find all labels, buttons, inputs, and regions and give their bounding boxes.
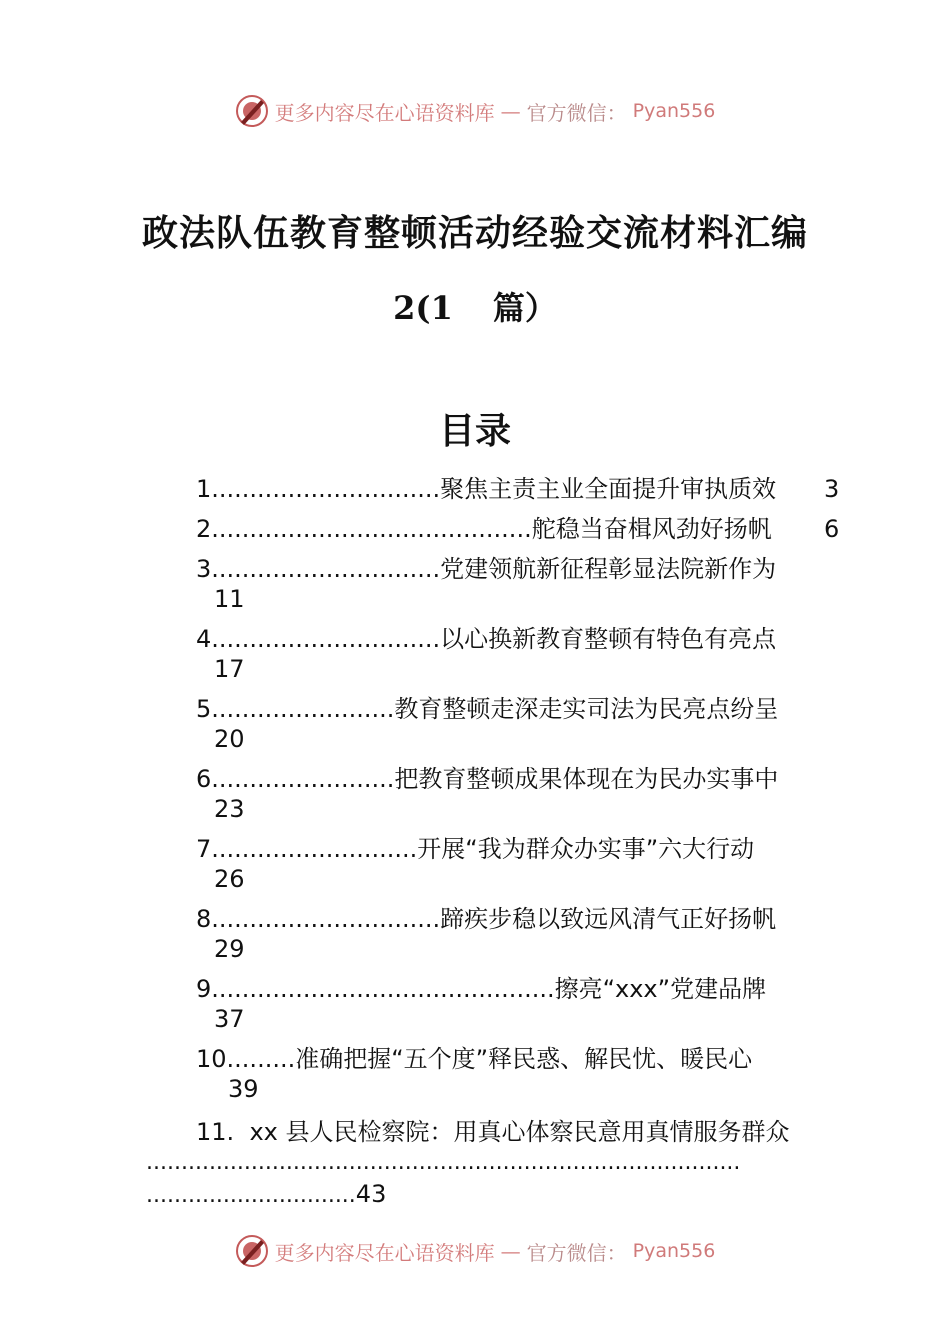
toc-item-page: 11 (214, 585, 245, 613)
toc-item-page: 20 (214, 725, 245, 753)
toc-item-title: 以心换新教育整顿有特色有亮点 (440, 625, 777, 653)
toc-item-page: 17 (214, 655, 245, 683)
document-subtitle (0, 283, 950, 329)
toc-item-11-dots-line2 (146, 1180, 386, 1208)
toc-item-11-dots: ..................................................................................... (146, 1150, 741, 1175)
toc-item-title: 党建领航新征程彰显法院新作为 (440, 555, 777, 583)
toc-item-dots: ........................ (211, 695, 395, 723)
document-title: 政法队伍教育整顿活动经验交流材料汇编 (141, 212, 808, 254)
watermark-header (0, 94, 950, 128)
toc-item-title: 蹄疾步稳以致远风清气正好扬帆 (440, 905, 777, 933)
pen-logo-icon (235, 1234, 269, 1268)
watermark-wechat-id: Pyan556 (632, 1240, 716, 1262)
watermark-dash: — (500, 99, 521, 123)
toc-item[interactable] (196, 692, 846, 762)
toc-item-page: 3 (824, 475, 840, 503)
toc-item-number: 6 (196, 765, 212, 793)
watermark-wechat-id: Pyan556 (632, 100, 716, 122)
toc-item-page: 23 (214, 795, 245, 823)
toc-item-number: 9 (196, 975, 212, 1003)
toc-item-dots: .............................. (211, 555, 441, 583)
watermark-footer (0, 1234, 950, 1268)
toc-item[interactable] (196, 762, 846, 832)
toc-item[interactable] (196, 1042, 846, 1112)
toc-item-title: 把教育整顿成果体现在为民办实事中 (394, 765, 779, 793)
toc-item-number: 5 (196, 695, 212, 723)
toc-item-dots: ........................ (211, 765, 395, 793)
toc-item-dots: .............................. (211, 905, 441, 933)
toc-item-number: 3 (196, 555, 212, 583)
toc-item-number: 7 (196, 835, 212, 863)
toc-item-dots: .............................. (211, 625, 441, 653)
toc-item[interactable] (196, 832, 846, 902)
toc-item-number: 8 (196, 905, 212, 933)
toc-item-number: 2 (196, 515, 212, 543)
watermark-dash: — (500, 1239, 521, 1263)
toc-item[interactable] (196, 472, 846, 512)
toc-item-number: 1 (196, 475, 212, 503)
watermark-text: 更多内容尽在心语资料库 (274, 1240, 495, 1265)
toc-item-title: 教育整顿走深走实司法为民亮点纷呈 (394, 695, 779, 723)
toc-item-dots: .............................. (211, 475, 441, 503)
toc-item-number: 4 (196, 625, 212, 653)
toc-item-page: 29 (214, 935, 245, 963)
toc-item-title: 舵稳当奋楫风劲好扬帆 (531, 515, 772, 543)
toc-item-page: 26 (214, 865, 245, 893)
toc-item-title: 擦亮“xxx”党建品牌 (554, 975, 767, 1003)
toc-item-title: xx 县人民检察院：用真心体察民意用真情服务群众 (249, 1118, 790, 1146)
toc-item-dots: .......................................... (211, 515, 532, 543)
toc-item[interactable] (196, 622, 846, 692)
subtitle-count: 2(1 (393, 289, 453, 327)
toc-item-page: 43 (355, 1180, 387, 1208)
watermark-wechat-label: 官方微信： (526, 100, 627, 125)
watermark-wechat-label: 官方微信： (526, 1240, 627, 1265)
toc-item[interactable] (196, 552, 846, 622)
toc-item-page: 6 (824, 515, 840, 543)
toc-item-title: 聚焦主责主业全面提升审执质效 (440, 475, 777, 503)
toc-item[interactable] (196, 902, 846, 972)
toc-item-dots: ........................... (211, 835, 418, 863)
toc-item-dots: ......... (226, 1045, 296, 1073)
toc-item[interactable] (196, 972, 846, 1042)
table-of-contents (196, 472, 846, 1112)
toc-item-number: 10 (196, 1045, 227, 1073)
toc-item-page: 37 (214, 1005, 245, 1033)
toc-item-dots: .............................. (146, 1183, 356, 1208)
toc-item-dots: ............................................. (211, 975, 555, 1003)
toc-item[interactable] (196, 512, 846, 552)
toc-item-number: 11. (196, 1118, 235, 1146)
watermark-text: 更多内容尽在心语资料库 (274, 100, 495, 125)
toc-item-page: 39 (228, 1075, 259, 1103)
toc-item-title: 准确把握“五个度”释民惑、解民忧、暖民心 (295, 1045, 753, 1073)
subtitle-unit: 篇） (492, 289, 557, 327)
toc-heading: 目录 (438, 410, 511, 452)
toc-item-title: 开展“我为群众办实事”六大行动 (417, 835, 755, 863)
toc-item-11[interactable] (196, 1112, 789, 1147)
pen-logo-icon (235, 94, 269, 128)
